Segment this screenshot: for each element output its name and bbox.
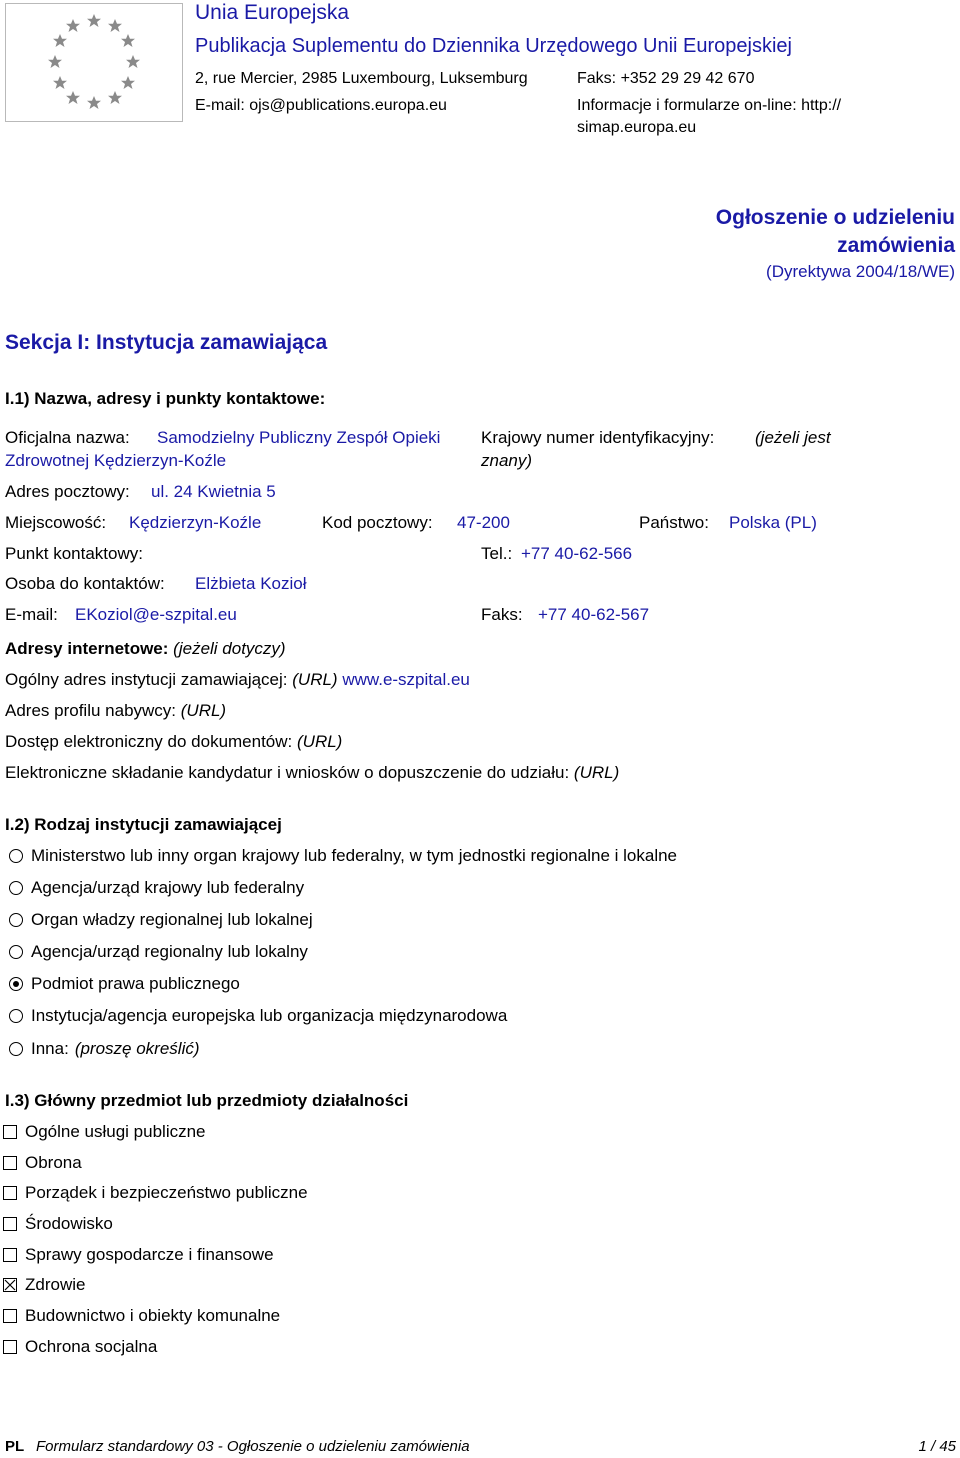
- publication-name: Publikacja Suplementu do Dziennika Urzędowego Unii Europejskiej: [195, 35, 792, 57]
- checkbox-option[interactable]: [3, 1183, 308, 1203]
- i1-heading: I.1) Nazwa, adresy i punkty kontaktowe:: [5, 389, 326, 408]
- radio-other-note: (proszę określić): [74, 1039, 200, 1058]
- electronic-submission-url-tag: (URL): [573, 763, 620, 782]
- postal-address: 2, rue Mercier, 2985 Luxembourg, Luksemburg: [195, 70, 528, 87]
- checkbox-label: Ogólne usługi publiczne: [25, 1122, 206, 1141]
- eu-stars-icon: [6, 4, 182, 121]
- radio-option[interactable]: [9, 910, 313, 930]
- electronic-access-label: Dostęp elektroniczny do dokumentów:: [5, 732, 293, 751]
- checkbox-label: Porządek i bezpieczeństwo publiczne: [25, 1183, 308, 1202]
- checkbox-option[interactable]: [3, 1122, 206, 1142]
- radio-option-selected[interactable]: [9, 974, 240, 994]
- radio-option-other[interactable]: [9, 1039, 200, 1059]
- radio-label: Organ władzy regionalnej lub lokalnej: [31, 910, 313, 929]
- radio-icon[interactable]: [9, 849, 23, 863]
- header-email: E-mail: ojs@publications.europa.eu: [195, 97, 447, 114]
- checkbox-icon[interactable]: [3, 1340, 17, 1354]
- official-name-value-2: Zdrowotnej Kędzierzyn-Koźle: [5, 451, 227, 470]
- tel-label: Tel.:: [481, 544, 513, 563]
- checkbox-icon[interactable]: [3, 1309, 17, 1323]
- contact-point-label: Punkt kontaktowy:: [5, 544, 143, 563]
- radio-label: Agencja/urząd krajowy lub federalny: [31, 878, 305, 897]
- national-id-note-1: (jeżeli jest: [755, 428, 831, 447]
- town-value: Kędzierzyn-Koźle: [129, 513, 262, 532]
- electronic-access-url-tag: (URL): [297, 732, 343, 751]
- radio-option[interactable]: [9, 942, 308, 962]
- country-value: Polska (PL): [729, 513, 817, 532]
- checkbox-label: Środowisko: [25, 1214, 113, 1233]
- radio-label: Agencja/urząd regionalny lub lokalny: [31, 942, 308, 961]
- internet-note: (jeżeli dotyczy): [173, 639, 286, 658]
- internet-heading: Adresy internetowe:: [5, 639, 169, 658]
- header-info-line1: Informacje i formularze on-line: http://: [577, 97, 842, 114]
- org-name: Unia Europejska: [195, 1, 350, 24]
- radio-icon[interactable]: [9, 913, 23, 927]
- radio-label: Ministerstwo lub inny organ krajowy lub federalny, w tym jednostki regionalne i lokalne: [31, 846, 677, 865]
- radio-icon[interactable]: [9, 881, 23, 895]
- radio-option[interactable]: [9, 878, 304, 898]
- notice-title-line1: Ogłoszenie o udzieleniu: [715, 206, 955, 229]
- checkbox-option[interactable]: [3, 1306, 280, 1326]
- checkbox-option[interactable]: [3, 1337, 157, 1357]
- national-id-note-2: znany): [481, 451, 533, 470]
- fax-value: +77 40-62-567: [538, 605, 650, 624]
- radio-label: Instytucja/agencja europejska lub organizacja międzynarodowa: [31, 1006, 508, 1025]
- section-heading: Sekcja I: Instytucja zamawiająca: [5, 331, 328, 354]
- footer-form-name: Formularz standardowy 03 - Ogłoszenie o udzieleniu zamówienia: [36, 1438, 470, 1455]
- radio-label: Inna:: [31, 1039, 69, 1058]
- fax-label: Faks:: [481, 605, 523, 624]
- checkbox-icon[interactable]: [3, 1156, 17, 1170]
- radio-icon[interactable]: [9, 945, 23, 959]
- radio-icon[interactable]: [9, 1042, 23, 1056]
- tel-value: +77 40-62-566: [521, 544, 633, 563]
- footer-lang: PL: [5, 1438, 25, 1455]
- header-info-link[interactable]: simap.europa.eu: [577, 119, 697, 136]
- checkbox-icon[interactable]: [3, 1217, 17, 1231]
- checkbox-icon[interactable]: [3, 1125, 17, 1139]
- i3-heading: I.3) Główny przedmiot lub przedmioty działalności: [5, 1091, 409, 1110]
- general-address-url-tag: (URL): [292, 670, 338, 689]
- official-name-label: Oficjalna nazwa:: [5, 428, 130, 447]
- checkbox-option[interactable]: [3, 1245, 274, 1265]
- postal-label: Adres pocztowy:: [5, 482, 130, 501]
- checkbox-option-checked[interactable]: [3, 1275, 85, 1295]
- postcode-value: 47-200: [457, 513, 510, 532]
- checkbox-label: Obrona: [25, 1153, 82, 1172]
- email-value[interactable]: EKoziol@e-szpital.eu: [75, 605, 237, 624]
- checkbox-icon[interactable]: [3, 1186, 17, 1200]
- checkbox-option[interactable]: [3, 1153, 82, 1173]
- radio-icon[interactable]: [9, 1009, 23, 1023]
- notice-title-line2: zamówienia: [837, 234, 955, 257]
- postal-value: ul. 24 Kwietnia 5: [151, 482, 276, 501]
- checkbox-icon[interactable]: [3, 1248, 17, 1262]
- official-name-value-1: Samodzielny Publiczny Zespół Opieki: [157, 428, 441, 447]
- radio-selected-icon[interactable]: [9, 977, 23, 991]
- electronic-submission-label: Elektroniczne składanie kandydatur i wniosków o dopuszczenie do udziału:: [5, 763, 570, 782]
- attention-value: Elżbieta Kozioł: [195, 574, 307, 593]
- email-label: E-mail:: [5, 605, 58, 624]
- general-address-link[interactable]: www.e-szpital.eu: [342, 670, 470, 689]
- checkbox-label: Ochrona socjalna: [25, 1337, 158, 1356]
- checkbox-label: Zdrowie: [25, 1275, 86, 1294]
- radio-option[interactable]: [9, 846, 677, 866]
- buyer-profile-url-tag: (URL): [180, 701, 227, 720]
- i2-heading: I.2) Rodzaj instytucji zamawiającej: [5, 815, 282, 834]
- footer-page-number: 1 / 45: [918, 1438, 956, 1455]
- general-address-label: Ogólny adres instytucji zamawiającej:: [5, 670, 288, 689]
- checkbox-option[interactable]: [3, 1214, 113, 1234]
- national-id-label: Krajowy numer identyfikacyjny:: [481, 428, 715, 447]
- attention-label: Osoba do kontaktów:: [5, 574, 165, 593]
- checkbox-label: Budownictwo i obiekty komunalne: [25, 1306, 281, 1325]
- country-label: Państwo:: [639, 513, 709, 532]
- town-label: Miejscowość:: [5, 513, 107, 532]
- checkbox-label: Sprawy gospodarcze i finansowe: [25, 1245, 274, 1264]
- postcode-label: Kod pocztowy:: [322, 513, 433, 532]
- directive-ref: (Dyrektywa 2004/18/WE): [766, 262, 955, 281]
- buyer-profile-label: Adres profilu nabywcy:: [5, 701, 177, 720]
- checkbox-checked-icon[interactable]: [3, 1278, 17, 1292]
- header-fax: Faks: +352 29 29 42 670: [577, 70, 755, 87]
- radio-option[interactable]: [9, 1006, 507, 1026]
- eu-flag-logo: [5, 3, 183, 122]
- radio-label: Podmiot prawa publicznego: [31, 974, 240, 993]
